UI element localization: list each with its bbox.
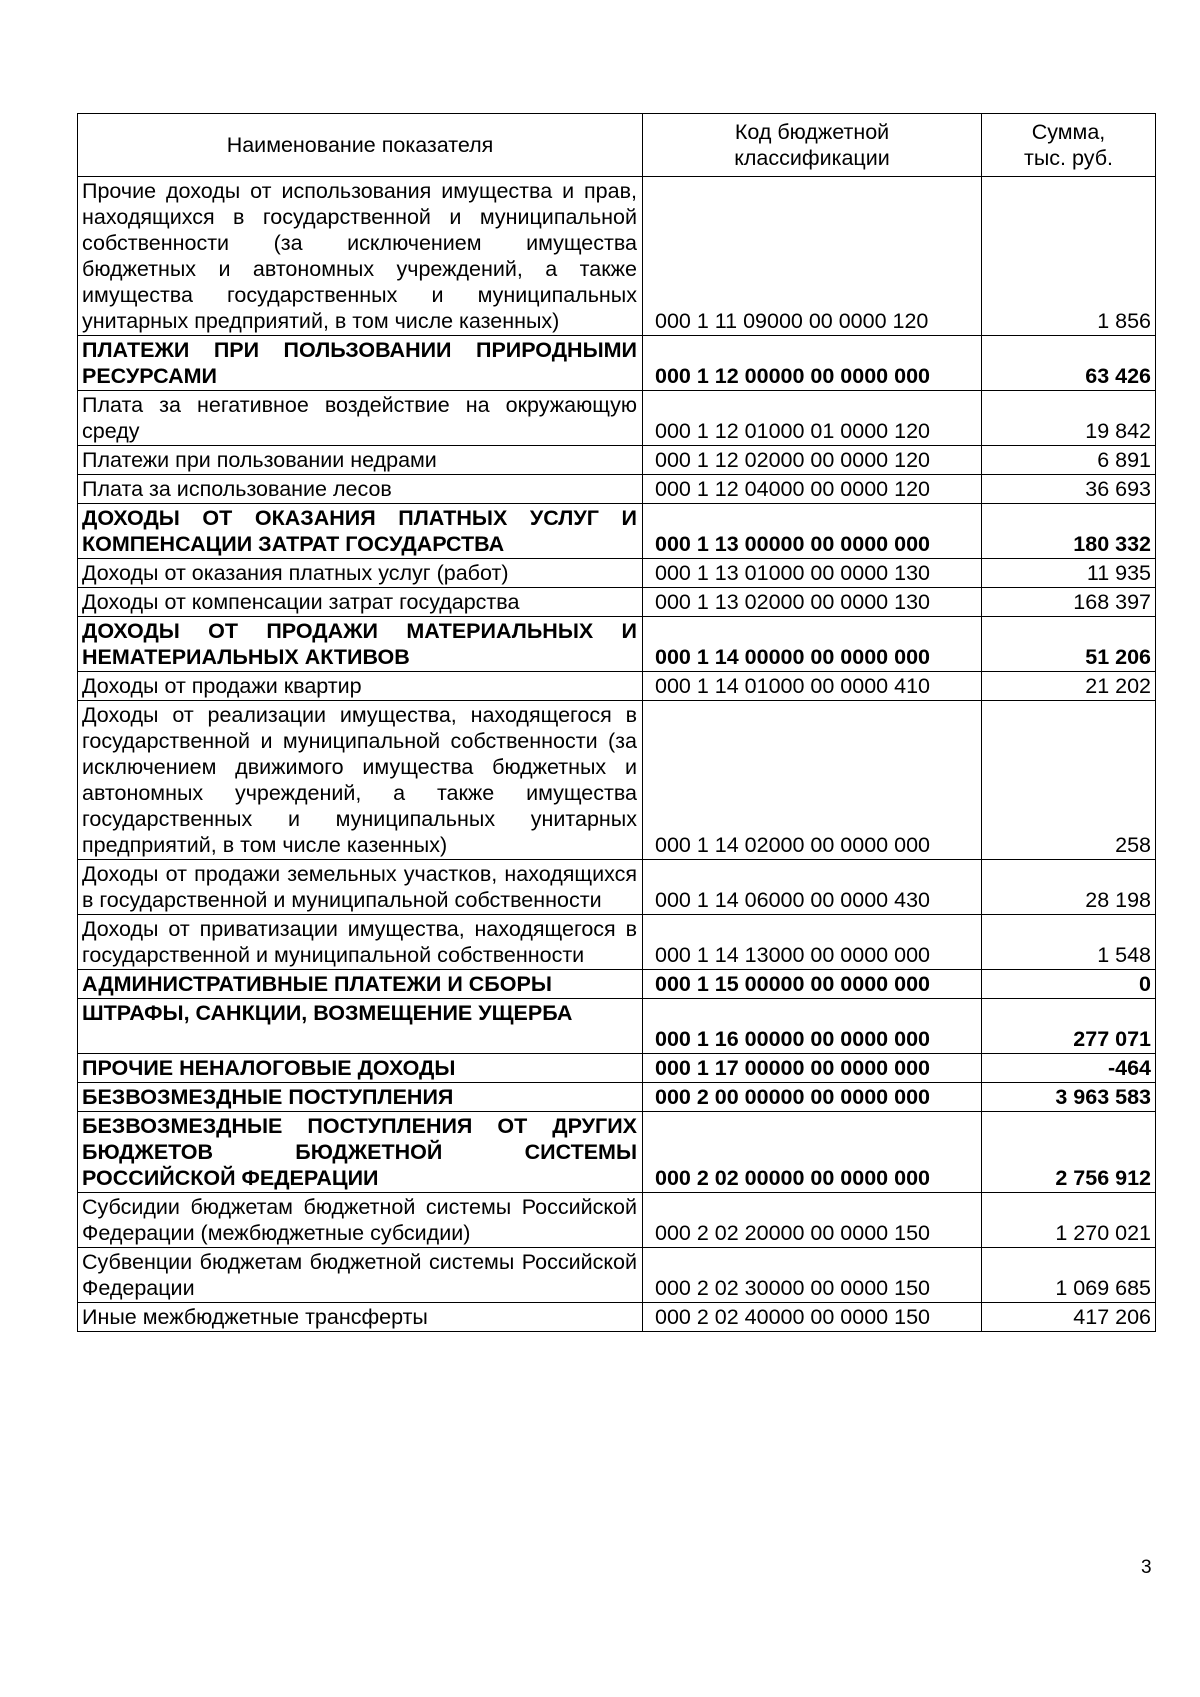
row-code-cell: 000 2 00 00000 00 0000 000	[643, 1083, 982, 1112]
table-row	[78, 1248, 1156, 1303]
table-row	[78, 177, 1156, 336]
page-number: 3	[1141, 1557, 1152, 1578]
row-sum-cell: 1 856	[982, 177, 1156, 336]
row-name-cell: Прочие доходы от использования имущества и прав, находящихся в государственной и муниципальной собственности (за исключением имущества бюджетных и автономных учреждений, а также имущества государственных и муниципальных унитарных предприятий, в том числе казенных)	[78, 177, 643, 336]
row-name-cell: Доходы от оказания платных услуг (работ)	[78, 559, 643, 588]
row-code-cell: 000 1 12 04000 00 0000 120	[643, 475, 982, 504]
header-code-line1: Код бюджетной	[734, 120, 890, 144]
row-sum-cell: 2 756 912	[982, 1112, 1156, 1193]
table-row	[78, 1193, 1156, 1248]
row-name-cell: ШТРАФЫ, САНКЦИИ, ВОЗМЕЩЕНИЕ УЩЕРБА	[78, 999, 643, 1054]
row-name-cell: Доходы от приватизации имущества, находящегося в государственной и муниципальной собственности	[78, 915, 643, 970]
row-sum-cell: 21 202	[982, 672, 1156, 701]
row-sum-cell: 180 332	[982, 504, 1156, 559]
row-name-cell: Плата за использование лесов	[78, 475, 643, 504]
table-row	[78, 970, 1156, 999]
row-name-cell: БЕЗВОЗМЕЗДНЫЕ ПОСТУПЛЕНИЯ	[78, 1083, 643, 1112]
row-name-cell: Субсидии бюджетам бюджетной системы Российской Федерации (межбюджетные субсидии)	[78, 1193, 643, 1248]
row-name-cell: Плата за негативное воздействие на окружающую среду	[78, 391, 643, 446]
table-row	[78, 672, 1156, 701]
row-code-cell: 000 2 02 40000 00 0000 150	[643, 1303, 982, 1332]
row-code-cell: 000 1 14 02000 00 0000 000	[643, 701, 982, 860]
row-code-cell: 000 1 17 00000 00 0000 000	[643, 1054, 982, 1083]
row-sum-cell: 1 548	[982, 915, 1156, 970]
row-code-cell: 000 2 02 30000 00 0000 150	[643, 1248, 982, 1303]
table-row	[78, 588, 1156, 617]
table-row	[78, 701, 1156, 860]
table-header-row	[78, 114, 1156, 177]
header-code-line2: классификации	[734, 146, 890, 170]
table-row	[78, 391, 1156, 446]
table-row	[78, 915, 1156, 970]
table-row	[78, 860, 1156, 915]
row-code-cell: 000 1 14 01000 00 0000 410	[643, 672, 982, 701]
row-code-cell: 000 1 14 00000 00 0000 000	[643, 617, 982, 672]
table-row	[78, 1054, 1156, 1083]
table-row	[78, 504, 1156, 559]
row-code-cell: 000 1 13 02000 00 0000 130	[643, 588, 982, 617]
row-name-cell: ДОХОДЫ ОТ ПРОДАЖИ МАТЕРИАЛЬНЫХ И НЕМАТЕРИАЛЬНЫХ АКТИВОВ	[78, 617, 643, 672]
row-name-cell: Иные межбюджетные трансферты	[78, 1303, 643, 1332]
row-sum-cell: 168 397	[982, 588, 1156, 617]
row-name-cell: ПРОЧИЕ НЕНАЛОГОВЫЕ ДОХОДЫ	[78, 1054, 643, 1083]
row-code-cell: 000 1 12 01000 01 0000 120	[643, 391, 982, 446]
row-sum-cell: 258	[982, 701, 1156, 860]
table-body	[78, 177, 1156, 1332]
table-row	[78, 1112, 1156, 1193]
row-sum-cell: 1 270 021	[982, 1193, 1156, 1248]
row-sum-cell: 11 935	[982, 559, 1156, 588]
row-sum-cell: 1 069 685	[982, 1248, 1156, 1303]
row-name-cell: АДМИНИСТРАТИВНЫЕ ПЛАТЕЖИ И СБОРЫ	[78, 970, 643, 999]
row-name-cell: Доходы от реализации имущества, находящегося в государственной и муниципальной собственности (за исключением движимого имущества бюджетных и автономных учреждений, а также имущества государственных и муниципальных унитарных предприятий, в том числе казенных)	[78, 701, 643, 860]
row-code-cell: 000 1 16 00000 00 0000 000	[643, 999, 982, 1054]
row-code-cell: 000 1 14 06000 00 0000 430	[643, 860, 982, 915]
row-name-cell: Субвенции бюджетам бюджетной системы Российской Федерации	[78, 1248, 643, 1303]
row-code-cell: 000 1 13 00000 00 0000 000	[643, 504, 982, 559]
row-code-cell: 000 2 02 20000 00 0000 150	[643, 1193, 982, 1248]
row-sum-cell: 6 891	[982, 446, 1156, 475]
row-sum-cell: 28 198	[982, 860, 1156, 915]
row-sum-cell: 19 842	[982, 391, 1156, 446]
row-name-cell: ПЛАТЕЖИ ПРИ ПОЛЬЗОВАНИИ ПРИРОДНЫМИ РЕСУРСАМИ	[78, 336, 643, 391]
row-sum-cell: 36 693	[982, 475, 1156, 504]
row-sum-cell: 3 963 583	[982, 1083, 1156, 1112]
table-row	[78, 617, 1156, 672]
row-code-cell: 000 1 12 02000 00 0000 120	[643, 446, 982, 475]
row-code-cell: 000 2 02 00000 00 0000 000	[643, 1112, 982, 1193]
row-sum-cell: 51 206	[982, 617, 1156, 672]
header-sum-line1: Сумма,	[1031, 120, 1106, 144]
table-row	[78, 336, 1156, 391]
table-row	[78, 475, 1156, 504]
row-name-cell: ДОХОДЫ ОТ ОКАЗАНИЯ ПЛАТНЫХ УСЛУГ И КОМПЕНСАЦИИ ЗАТРАТ ГОСУДАРСТВА	[78, 504, 643, 559]
header-sum-line2: тыс. руб.	[1024, 146, 1113, 170]
row-code-cell: 000 1 15 00000 00 0000 000	[643, 970, 982, 999]
row-name-cell: БЕЗВОЗМЕЗДНЫЕ ПОСТУПЛЕНИЯ ОТ ДРУГИХ БЮДЖЕТОВ БЮДЖЕТНОЙ СИСТЕМЫ РОССИЙСКОЙ ФЕДЕРАЦИИ	[78, 1112, 643, 1193]
table-row	[78, 559, 1156, 588]
header-name-label: Наименование показателя	[226, 133, 494, 157]
row-code-cell: 000 1 14 13000 00 0000 000	[643, 915, 982, 970]
row-sum-cell: 417 206	[982, 1303, 1156, 1332]
header-sum	[982, 114, 1156, 177]
row-name-cell: Доходы от продажи квартир	[78, 672, 643, 701]
table-row	[78, 1083, 1156, 1112]
table-row	[78, 446, 1156, 475]
header-indicator-name	[78, 114, 643, 177]
row-code-cell: 000 1 12 00000 00 0000 000	[643, 336, 982, 391]
budget-revenue-table	[77, 113, 1156, 1332]
header-budget-code	[643, 114, 982, 177]
row-code-cell: 000 1 13 01000 00 0000 130	[643, 559, 982, 588]
row-name-cell: Доходы от продажи земельных участков, находящихся в государственной и муниципальной собственности	[78, 860, 643, 915]
row-name-cell: Доходы от компенсации затрат государства	[78, 588, 643, 617]
row-sum-cell: 0	[982, 970, 1156, 999]
row-name-cell: Платежи при пользовании недрами	[78, 446, 643, 475]
row-sum-cell: 63 426	[982, 336, 1156, 391]
row-sum-cell: -464	[982, 1054, 1156, 1083]
table-row	[78, 1303, 1156, 1332]
row-code-cell: 000 1 11 09000 00 0000 120	[643, 177, 982, 336]
row-sum-cell: 277 071	[982, 999, 1156, 1054]
table-row	[78, 999, 1156, 1054]
